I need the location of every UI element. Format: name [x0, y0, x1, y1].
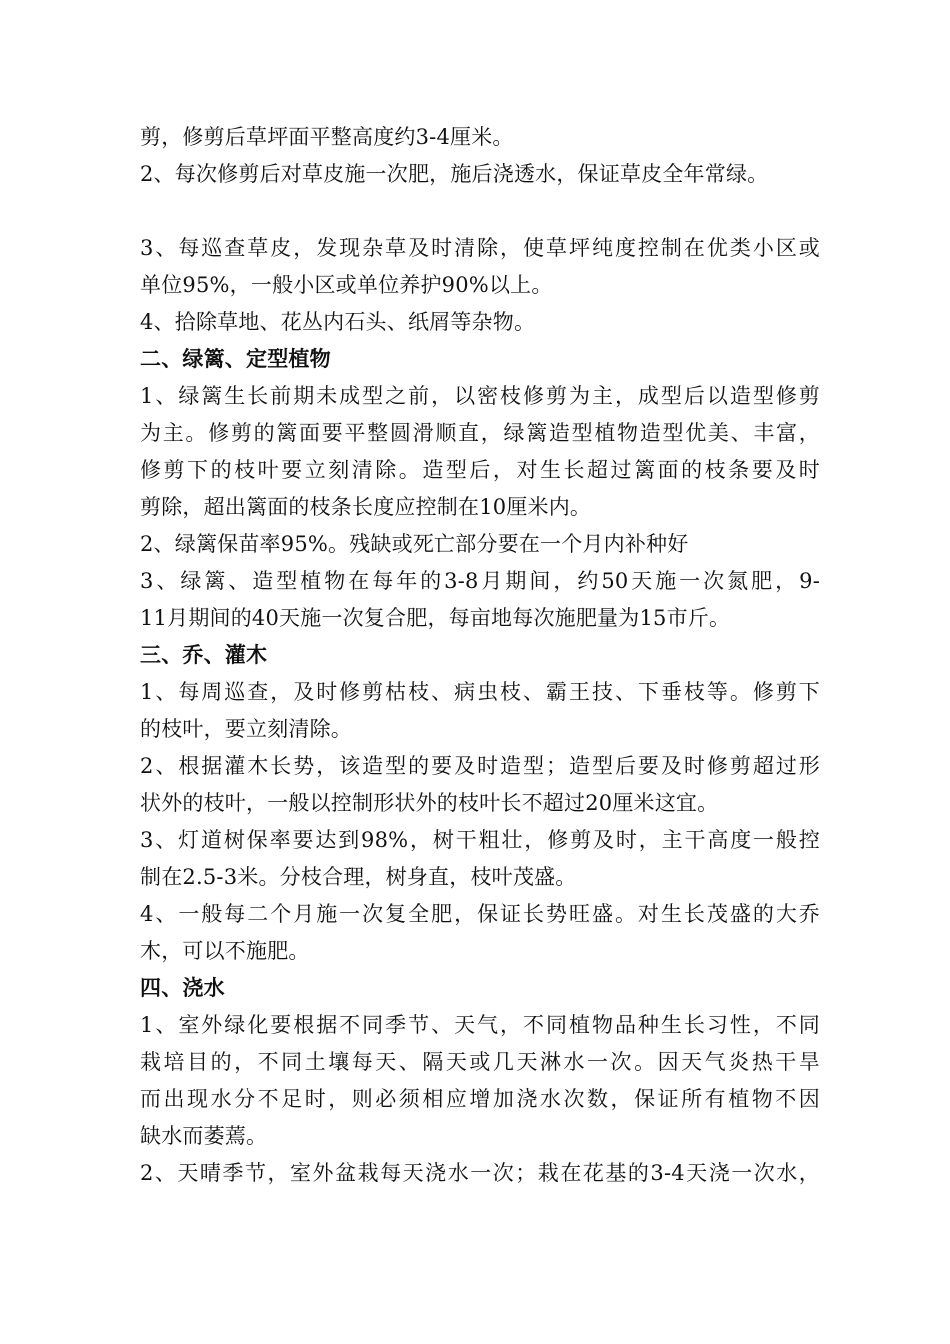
text-line: 3、绿篱、造型植物在每年的3-8月期间，约50天施一次氮肥，9- [140, 569, 820, 593]
text-line: 状外的枝叶，一般以控制形状外的枝叶长不超过20厘米这宜。 [140, 791, 719, 815]
text-line: 1、室外绿化要根据不同季节、天气，不同植物品种生长习性，不同 [140, 1013, 820, 1037]
text-line: 2、天晴季节，室外盆栽每天浇水一次；栽在花基的3-4天浇一次水， [140, 1161, 820, 1185]
text-line: 缺水而萎蔫。 [140, 1124, 268, 1148]
text-line: 1、绿篱生长前期未成型之前，以密枝修剪为主，成型后以造型修剪 [140, 384, 820, 408]
text-line: 4、一般每二个月施一次复全肥，保证长势旺盛。对生长茂盛的大乔 [140, 902, 820, 926]
section-heading: 四、浇水 [140, 976, 225, 1000]
text-line: 2、每次修剪后对草皮施一次肥，施后浇透水，保证草皮全年常绿。 [140, 162, 769, 186]
text-line: 剪除，超出篱面的枝条长度应控制在10厘米内。 [140, 495, 592, 519]
text-line: 1、每周巡查，及时修剪枯枝、病虫枝、霸王技、下垂枝等。修剪下 [140, 680, 820, 704]
text-line: 4、拾除草地、花丛内石头、纸屑等杂物。 [140, 310, 536, 334]
text-line: 单位95%，一般小区或单位养护90%以上。 [140, 273, 553, 297]
section-heading: 三、乔、灌木 [140, 643, 268, 667]
document-body [140, 119, 820, 1192]
section-heading: 二、绿篱、定型植物 [140, 347, 331, 371]
text-line: 栽培目的，不同土壤每天、隔天或几天淋水一次。因天气炎热干旱 [140, 1050, 820, 1074]
text-line: 制在2.5-3米。分枝合理，树身直，枝叶茂盛。 [140, 865, 577, 889]
text-line: 修剪下的枝叶要立刻清除。造型后，对生长超过篱面的枝条要及时 [140, 458, 820, 482]
text-line: 剪，修剪后草坪面平整高度约3-4厘米。 [140, 125, 514, 149]
text-line: 2、根据灌木长势，该造型的要及时造型；造型后要及时修剪超过形 [140, 754, 820, 778]
text-line: 木，可以不施肥。 [140, 939, 310, 963]
text-line: 3、灯道树保率要达到98%，树干粗壮，修剪及时，主干高度一般控 [140, 828, 820, 852]
text-line: 的枝叶，要立刻清除。 [140, 717, 352, 741]
text-line: 为主。修剪的篱面要平整圆滑顺直，绿篱造型植物造型优美、丰富， [140, 421, 820, 445]
text-line: 而出现水分不足时，则必须相应增加浇水次数，保证所有植物不因 [140, 1087, 820, 1111]
text-line: 2、绿篱保苗率95%。残缺或死亡部分要在一个月内补种好 [140, 532, 689, 556]
text-line: 11月期间的40天施一次复合肥，每亩地每次施肥量为15市斤。 [140, 606, 731, 630]
text-line: 3、每巡查草皮，发现杂草及时清除，使草坪纯度控制在优类小区或 [140, 236, 820, 260]
